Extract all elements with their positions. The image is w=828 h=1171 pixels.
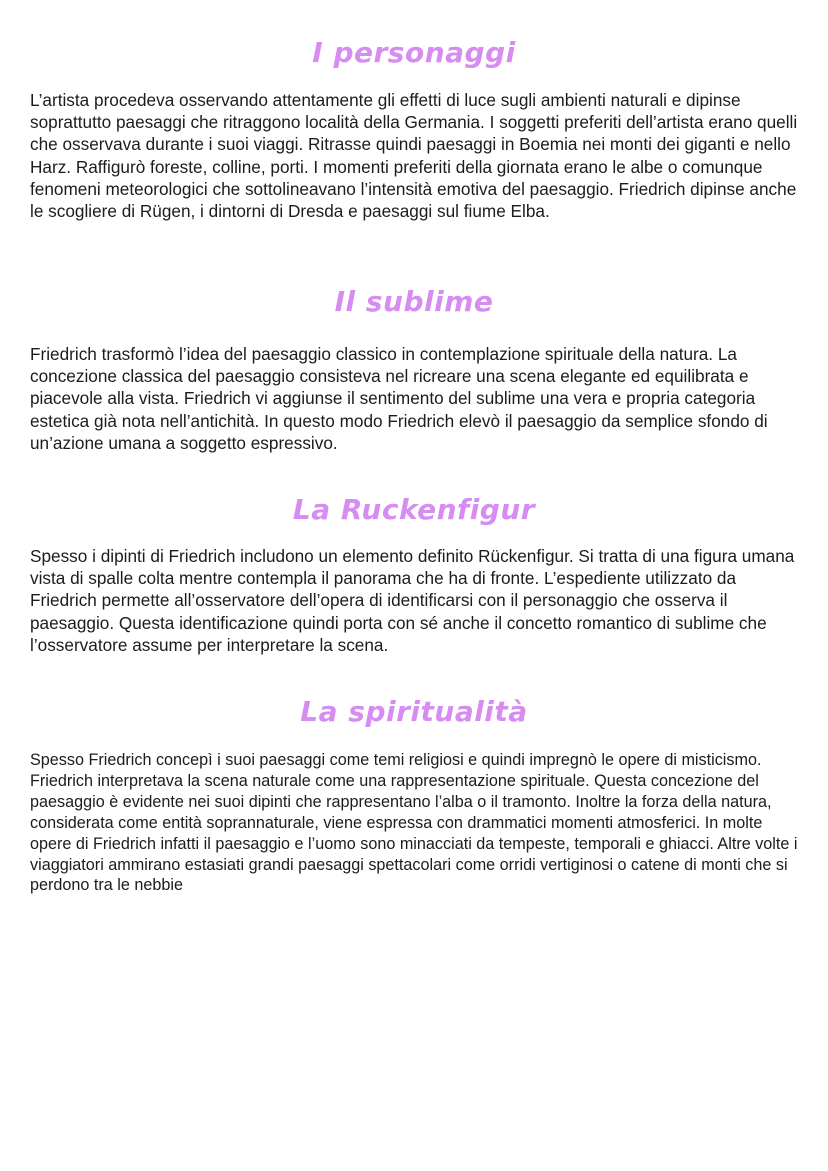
section-body-ruckenfigur: Spesso i dipinti di Friedrich includono un elemento definito Rückenfigur. Si tratta di una figura umana vista di spalle colta mentre contempla il panorama che ha di fronte. L’espediente utilizzato da Friedrich permette all’osservatore dell’opera di identificarsi con il personaggio che osserva il paesaggio. Questa identificazione quindi porta con sé anche il concetto romantico di sublime che l’osservatore assume per interpretare la scena. (30, 546, 795, 655)
section-title-ruckenfigur: La Ruckenfigur (292, 493, 536, 526)
section-body-spiritualita: Spesso Friedrich concepì i suoi paesaggi come temi religiosi e quindi impregnò le opere di misticismo. Friedrich interpretava la scena naturale come una rappresentazione spirituale. Questa concezione del paesaggio è evidente nei suoi dipinti che rappresentano l’alba o il tramonto. Inoltre la forza della natura, considerata come entità soprannaturale, viene espressa con drammatici momenti atmosferici. In molte opere di Friedrich infatti il paesaggio e l’uomo sono minacciati da tempeste, temporali e ghiacci. Altre volte i viaggiatori ammirano estasiati grandi paesaggi spettacolari come orridi vertiginosi o catene di monti che si perdono tra le nebbie (30, 751, 798, 895)
section-body-sublime: Friedrich trasformò l’idea del paesaggio classico in contemplazione spirituale della natura. La concezione classica del paesaggio consisteva nel ricreare una scena elegante ed equilibrata e piacevole alla vista. Friedrich vi aggiunse il sentimento del sublime una vera e propria categoria estetica già nota nell’antichità. In questo modo Friedrich elevò il paesaggio da semplice sfondo di un’azione umana a soggetto espressivo. (30, 344, 768, 453)
section-title-personaggi: I personaggi (312, 36, 516, 69)
section-title-sublime: Il sublime (334, 285, 494, 318)
section-title-spiritualita: La spiritualità (300, 695, 528, 728)
section-body-personaggi: L’artista procedeva osservando attentamente gli effetti di luce sugli ambienti naturali e dipinse soprattutto paesaggi che ritraggono località della Germania. I soggetti preferiti dell’artista erano quelli che osservava durante i suoi viaggi. Ritrasse quindi paesaggi in Boemia nei monti dei giganti e nello Harz. Raffigurò foreste, colline, porti. I momenti preferiti della giornata erano le albe o comunque fenomeni meteorologici che sottolineavano l’intensità emotiva del paesaggio. Friedrich dipinse anche le scogliere di Rügen, i dintorni di Dresda e paesaggi sul fiume Elba. (30, 90, 798, 222)
